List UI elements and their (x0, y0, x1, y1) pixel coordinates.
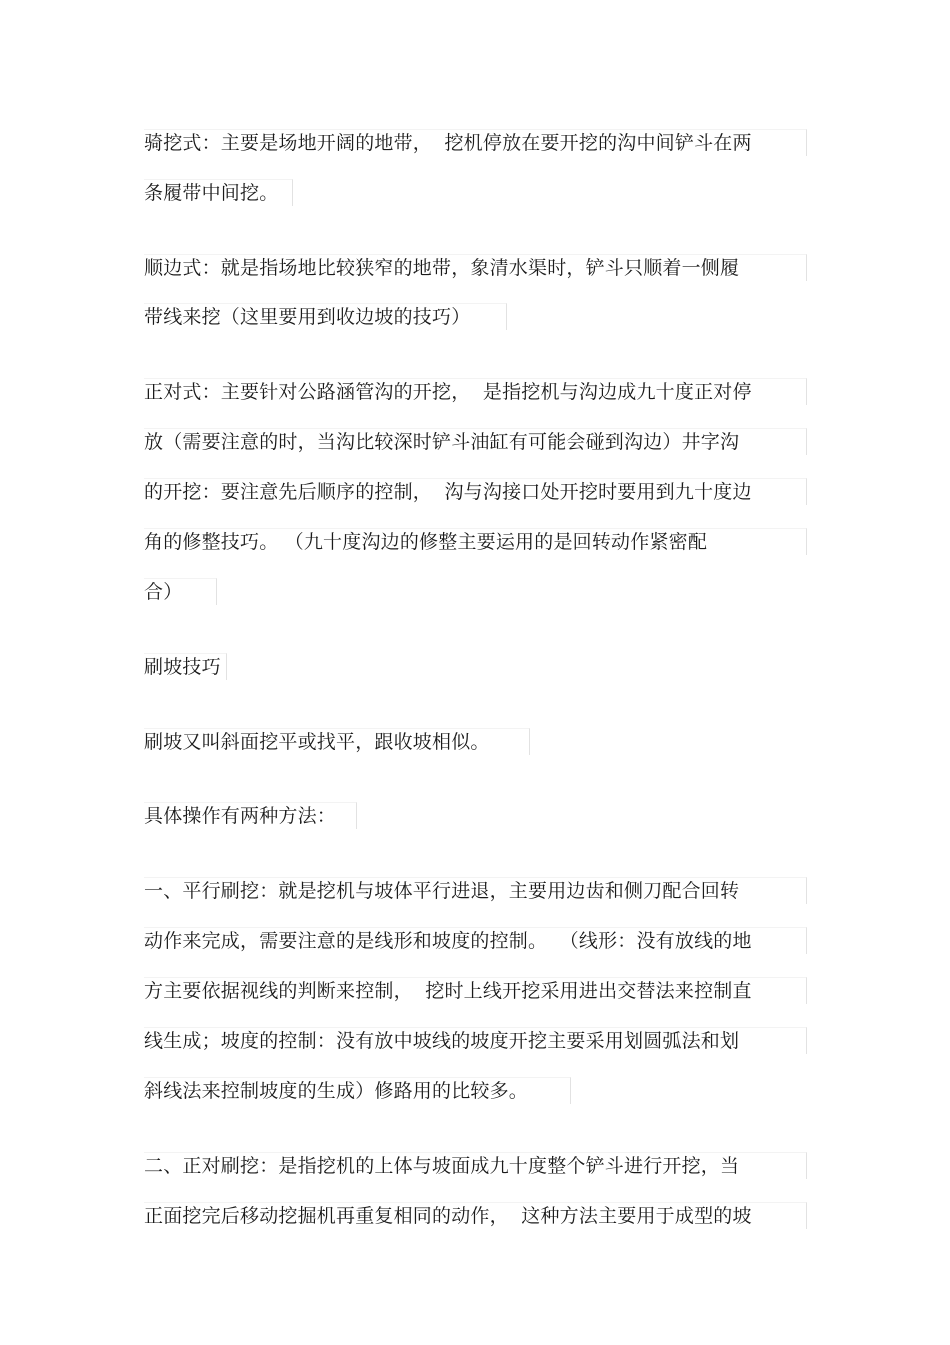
text-line: 合） (144, 578, 217, 605)
text-line: 顺边式：就是指场地比较狭窄的地带，象清水渠时，铲斗只顺着一侧履 (144, 254, 807, 281)
text-line: 的开挖：要注意先后顺序的控制， 沟与沟接口处开挖时要用到九十度边 (144, 478, 807, 505)
text-line: 条履带中间挖。 (144, 179, 293, 206)
text-line: 骑挖式：主要是场地开阔的地带， 挖机停放在要开挖的沟中间铲斗在两 (144, 129, 807, 156)
text-line: 线生成；坡度的控制：没有放中坡线的坡度开挖主要采用划圆弧法和划 (144, 1027, 807, 1054)
text-line: 斜线法来控制坡度的生成）修路用的比较多。 (144, 1077, 571, 1104)
text-line: 带线来挖（这里要用到收边坡的技巧） (144, 303, 507, 330)
section-heading: 刷坡技巧 (144, 653, 227, 680)
text-line: 二、正对刷挖：是指挖机的上体与坡面成九十度整个铲斗进行开挖，当 (144, 1152, 807, 1179)
text-line: 方主要依据视线的判断来控制， 挖时上线开挖采用进出交替法来控制直 (144, 977, 807, 1004)
text-line: 角的修整技巧。 （九十度沟边的修整主要运用的是回转动作紧密配 (144, 528, 807, 555)
text-line: 具体操作有两种方法： (144, 802, 357, 829)
text-line: 刷坡又叫斜面挖平或找平，跟收坡相似。 (144, 728, 530, 755)
text-line: 一、平行刷挖：就是挖机与坡体平行进退，主要用边齿和侧刀配合回转 (144, 877, 807, 904)
text-line: 正面挖完后移动挖掘机再重复相同的动作， 这种方法主要用于成型的坡 (144, 1202, 807, 1229)
text-line: 正对式：主要针对公路涵管沟的开挖， 是指挖机与沟边成九十度正对停 (144, 378, 807, 405)
text-line: 动作来完成，需要注意的是线形和坡度的控制。 （线形：没有放线的地 (144, 927, 807, 954)
text-line: 放（需要注意的时，当沟比较深时铲斗油缸有可能会碰到沟边）井字沟 (144, 428, 807, 455)
